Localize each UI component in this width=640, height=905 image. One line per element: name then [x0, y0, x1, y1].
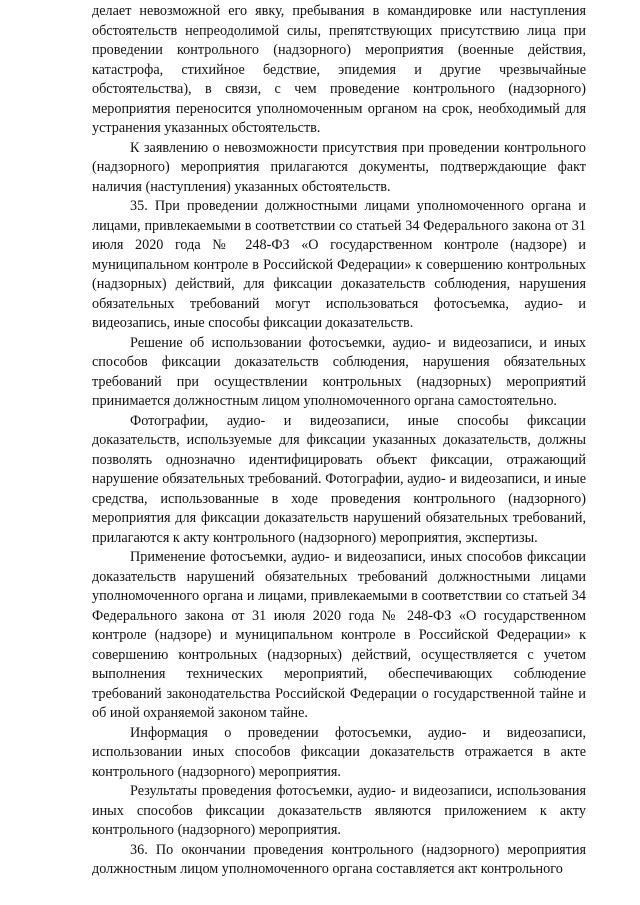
paragraph: Фотографии, аудио- и видеозаписи, иные способы фиксации доказательств, используемые для фиксации указанных доказательств, должны позволять однозначно идентифицировать объект фиксации, отражающий нарушение обязательных требований. Фотографии, аудио- и видеозаписи, и иные средства, использованные в ходе проведения контрольного (надзорного) мероприятия для фиксации доказательств нарушений обязательных требований, прилагаются к акту контрольного (надзорного) мероприятия, экспертизы.: [92, 412, 586, 546]
document-body: [92, 2, 586, 880]
paragraph: К заявлению о невозможности присутствия при проведении контрольного (надзорного) мероприятия прилагаются документы, подтверждающие факт наличия (наступления) указанных обстоятельств.: [92, 139, 586, 195]
paragraph: Результаты проведения фотосъемки, аудио- и видеозаписи, использования иных способов фиксации доказательств являются приложением к акту контрольного (надзорного) мероприятия.: [92, 783, 586, 838]
paragraph: Решение об использовании фотосъемки, аудио- и видеозаписи, и иных способов фиксации доказательств соблюдения, нарушения обязательных требований при осуществлении контрольных (надзорных) мероприятий принимается должностным лицом уполномоченного органа самостоятельно.: [92, 334, 586, 409]
paragraph: Информация о проведении фотосъемки, аудио- и видеозаписи, использовании иных способов фиксации доказательств отражается в акте контрольного (надзорного) мероприятия.: [92, 724, 586, 780]
paragraph-item-36: 36. По окончании проведения контрольного (надзорного) мероприятия должностным лицом уполномоченного органа составляется акт контрольного: [92, 841, 586, 877]
paragraph-continuation: делает невозможной его явку, пребывания в командировке или наступления обстоятельств непреодолимой силы, препятствующих присутствию лица при проведении контрольного (надзорного) мероприятия (военные действия, катастрофа, стихийное бедствие, эпидемия и другие чрезвычайные обстоятельства), в связи, с чем проведение контрольного (надзорного) мероприятия переносится уполномоченным органом на срок, необходимый для устранения указанных обстоятельств.: [92, 3, 586, 136]
paragraph: Применение фотосъемки, аудио- и видеозаписи, иных способов фиксации доказательств нарушений обязательных требований должностными лицами уполномоченного органа и лицами, привлекаемыми в соответствии со статьей 34 Федерального закона от 31 июля 2020 года № 248-ФЗ «О государственном контроле (надзоре) и муниципальном контроле в Российской Федерации» к совершению контрольных (надзорных) действий, осуществляется с учетом выполнения технических мероприятий, обеспечивающих соблюдение требований законодательства Российской Федерации о государственной тайне и об иной охраняемой законом тайне.: [92, 549, 586, 721]
paragraph-item-35: 35. При проведении должностными лицами уполномоченного органа и лицами, привлекаемыми в соответствии со статьей 34 Федерального закона от 31 июля 2020 года № 248-ФЗ «О государственном контроле (надзоре) и муниципальном контроле в Российской Федерации» к совершению контрольных (надзорных) действий, для фиксации доказательств соблюдения, нарушения обязательных требований могут использоваться фотосъемка, аудио- и видеозапись, иные способы фиксации доказательств.: [92, 198, 586, 331]
